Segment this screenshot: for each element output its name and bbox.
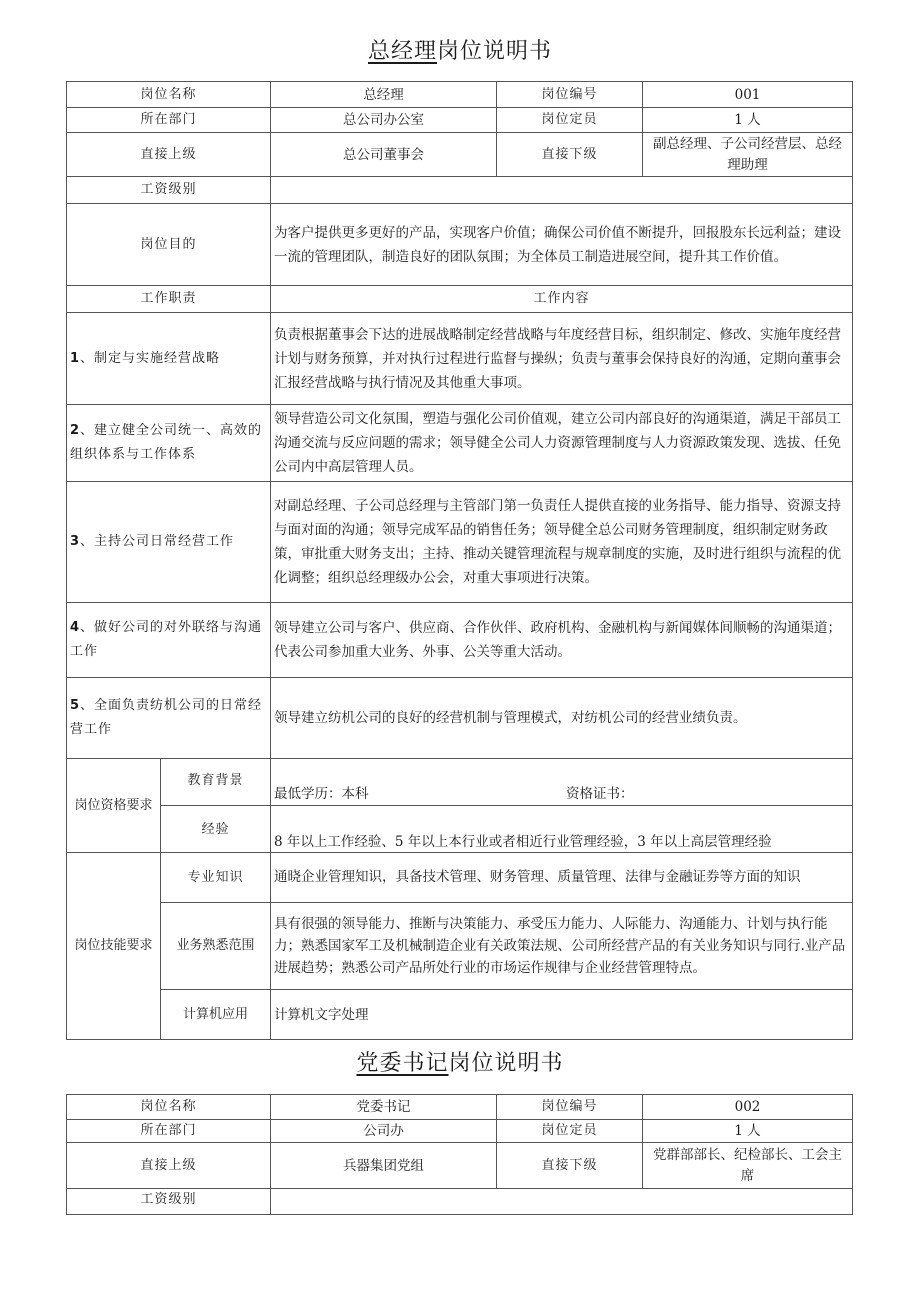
superior-label: 直接上级	[66, 132, 271, 177]
salary-level-label: 工资级别	[66, 1188, 271, 1215]
duty-title	[66, 677, 271, 759]
superior-value: 总公司董事会	[270, 132, 497, 177]
education-label	[160, 758, 271, 806]
headcount-label: 岗位定员	[496, 107, 643, 133]
knowledge-value: 通晓企业管理知识，具备技术管理、财务管理、质量管理、法律与金融证券等方面的知识	[270, 852, 853, 903]
duty-content: 负责根据董事会下达的进展战略制定经营战略与年度经营目标，组织制定、修改、实施年度经营计划与财务预算，并对执行过程进行监督与操纵；负责与董事会保持良好的沟通，定期向董事会汇报经营战略与执行情况及其他重大事项。	[270, 312, 853, 405]
certificate-label: 资格证书：	[566, 786, 634, 802]
business-scope-value: 具有很强的领导能力、推断与决策能力、承受压力能力、人际能力、沟通能力、计划与执行能力；熟悉国家军工及机械制造企业有关政策法规、公司所经营产品的有关业务知识与同行.业产品进展趋势；熟悉公司产品所处行业的市场运作规律与企业经营管理特点。	[270, 902, 853, 990]
skills-label: 岗位技能要求	[66, 852, 161, 1040]
salary-level-value	[270, 176, 853, 204]
duty-title-text: 、全面负责纺机公司的日常经营工作	[70, 698, 263, 737]
position-name-label: 岗位名称	[66, 1094, 271, 1120]
purpose-text: 为客户提供更多更好的产品，实现客户价值；确保公司价值不断提升，回报股东长远利益；建设一流的管理团队，制造良好的团队氛围；为全体员工制造进展空间，提升其工作价值。	[270, 203, 853, 286]
headcount-value: 1 人	[642, 107, 853, 133]
duties-header-content: 工作内容	[270, 285, 853, 313]
position-code-label: 岗位编号	[496, 1094, 643, 1120]
experience-value-text: 8 年以上工作经验、5 年以上本行业或者相近行业管理经验，3 年以上高层管理经验	[274, 834, 772, 850]
department-value: 总公司办公室	[270, 107, 497, 133]
headcount-label: 岗位定员	[496, 1119, 643, 1143]
position-code-value: 002	[642, 1094, 853, 1120]
doc1-title-position: 总经理	[367, 39, 437, 64]
duty-content: 领导建立公司与客户、供应商、合作伙伴、政府机构、金融机构与新闻媒体间顺畅的沟通渠道；代表公司参加重大业务、外事、公关等重大活动。	[270, 602, 853, 678]
duty-number: 5	[70, 698, 81, 713]
duty-title	[66, 404, 271, 482]
knowledge-label: 专业知识	[160, 852, 271, 903]
computer-skill-label: 计算机应用	[160, 989, 271, 1040]
doc2-title	[0, 1046, 920, 1077]
salary-level-label: 工资级别	[66, 176, 271, 204]
duty-title-text: 、做好公司的对外联络与沟通工作	[70, 620, 263, 659]
department-value: 公司办	[270, 1119, 497, 1143]
subordinate-label: 直接下级	[496, 1142, 643, 1189]
superior-value: 兵器集团党组	[270, 1142, 497, 1189]
department-label: 所在部门	[66, 1119, 271, 1143]
doc2-title-position: 党委书记	[356, 1051, 449, 1076]
position-name-value: 总经理	[270, 81, 497, 108]
duty-number: 4	[70, 620, 81, 635]
doc1-title	[0, 34, 920, 65]
duty-title	[66, 312, 271, 405]
duty-title-text: 、主持公司日常经营工作	[80, 534, 235, 549]
position-name-label: 岗位名称	[66, 81, 271, 108]
duty-title-text: 、建立健全公司统一、高效的组织体系与工作体系	[70, 423, 263, 462]
subordinate-value: 党群部部长、纪检部长、工会主席	[642, 1142, 853, 1189]
duty-content: 领导建立纺机公司的良好的经营机制与管理模式，对纺机公司的经营业绩负责。	[270, 677, 853, 759]
purpose-label: 岗位目的	[66, 203, 271, 286]
duties-header-responsibility: 工作职责	[66, 285, 271, 313]
duty-title	[66, 602, 271, 678]
superior-label: 直接上级	[66, 1142, 271, 1189]
computer-skill-value: 计算机文字处理	[270, 989, 853, 1040]
duty-content: 领导营造公司文化氛围，塑造与强化公司价值观，建立公司内部良好的沟通渠道，满足干部员工沟通交流与反应问题的需求；领导健全公司人力资源管理制度与人力资源政策发现、选拔、任免公司内中高层管理人员。	[270, 404, 853, 482]
duty-number: 1	[70, 350, 81, 366]
education-label-text: 教育背景	[187, 773, 244, 788]
duty-content: 对副总经理、子公司总经理与主管部门第一负责任人提供直接的业务指导、能力指导、资源支持与面对面的沟通；领导完成军品的销售任务；领导健全总公司财务管理制度，组织制定财务政策，审批重大财务支出；主持、推动关键管理流程与规章制度的实施，及时进行组织与流程的优化调整；组织总经理级办公会，对重大事项进行决策。	[270, 481, 853, 603]
doc1-title-suffix: 岗位说明书	[437, 39, 553, 64]
education-value	[270, 758, 853, 806]
education-value-text: 最低学历：本科	[274, 786, 369, 802]
duty-title-text: 、制定与实施经营战略	[80, 350, 221, 366]
position-name-value: 党委书记	[270, 1094, 497, 1120]
position-code-label: 岗位编号	[496, 81, 643, 108]
business-scope-label: 业务熟悉范围	[160, 902, 271, 990]
subordinate-label: 直接下级	[496, 132, 643, 177]
experience-value	[270, 805, 853, 853]
department-label: 所在部门	[66, 107, 271, 133]
position-code-value: 001	[642, 81, 853, 108]
duty-number: 3	[70, 534, 81, 549]
experience-label-text: 经验	[201, 822, 230, 837]
duty-title	[66, 481, 271, 603]
salary-level-value	[270, 1188, 853, 1215]
subordinate-value: 副总经理、子公司经营层、总经理助理	[642, 132, 853, 177]
headcount-value: 1 人	[642, 1119, 853, 1143]
duty-number: 2	[70, 423, 81, 438]
experience-label	[160, 805, 271, 853]
doc2-title-suffix: 岗位说明书	[448, 1051, 564, 1076]
qualification-label: 岗位资格要求	[66, 758, 161, 853]
